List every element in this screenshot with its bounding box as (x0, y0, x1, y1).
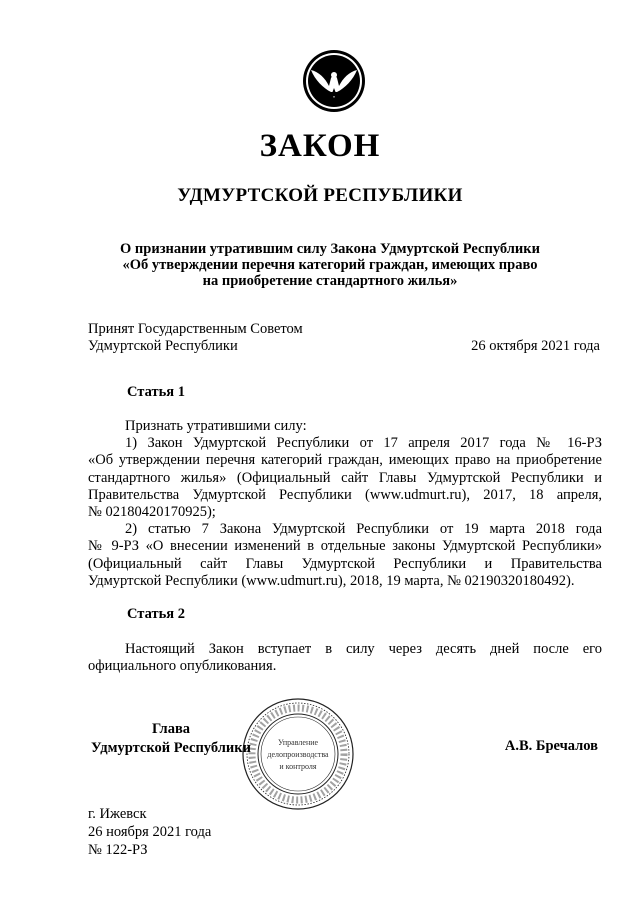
body-line: 1) Закон Удмуртской Республики от 17 апреля 2017 года № 16-РЗ (125, 435, 602, 452)
footer-number: № 122-РЗ (88, 842, 148, 858)
body-line: «Об утверждении перечня категорий граждан, имеющих право на приобретение (88, 452, 602, 469)
adoption-date: 26 октября 2021 года (471, 338, 600, 354)
seal-text: делопроизводства (267, 750, 329, 759)
body-line: Правительства Удмуртской Республики (www.udmurt.ru), 2017, 18 апреля, (88, 486, 602, 503)
law-heading-line: «Об утверждении перечня категорий граждан, имеющих право (122, 257, 538, 273)
adoption-line: Принят Государственным Советом (88, 321, 303, 337)
document-subtitle: УДМУРТСКОЙ РЕСПУБЛИКИ (177, 185, 463, 206)
article-1-title: Статья 1 (127, 384, 185, 400)
official-seal (241, 697, 355, 811)
footer-date: 26 ноября 2021 года (88, 824, 212, 840)
law-heading (110, 241, 550, 289)
adoption-line: Удмуртской Республики (88, 338, 238, 354)
article-1-intro: Признать утратившими силу: (125, 418, 307, 434)
article-1-body (88, 418, 602, 590)
law-heading-line: О признании утратившим силу Закона Удмуртской Республики (120, 241, 540, 257)
body-line: Настоящий Закон вступает в силу через десять дней после его (125, 641, 602, 657)
body-line: стандартного жилья» (Официальный сайт Главы Удмуртской Республики и (88, 469, 602, 486)
article-2-body (88, 641, 602, 675)
seal-text: и контроля (279, 762, 317, 771)
signatory-position-line: Удмуртской Республики (91, 740, 251, 756)
body-line: 2) статью 7 Закона Удмуртской Республики от 19 марта 2018 года (125, 521, 602, 538)
law-heading-line: на приобретение стандартного жилья» (202, 273, 458, 289)
body-line: официального опубликования. (88, 658, 277, 675)
body-line: Удмуртской Республики (www.udmurt.ru), 2018, 19 марта, № 02190320180492). (88, 572, 575, 589)
footer-city: г. Ижевск (88, 806, 147, 822)
adoption-info (88, 321, 303, 355)
signatory-position (86, 720, 256, 758)
signatory-position-line: Глава (151, 721, 191, 737)
body-line: № 02180420170925); (88, 504, 216, 521)
signatory-name: А.В. Бречалов (504, 738, 598, 754)
body-line: (Официальный сайт Главы Удмуртской Республики и Правительства (88, 555, 602, 572)
document-title: ЗАКОН (259, 128, 381, 164)
coat-of-arms-icon (301, 48, 367, 114)
body-line: № 9-РЗ «О внесении изменений в отдельные законы Удмуртской Республики» (88, 538, 602, 555)
document-footer (88, 805, 211, 859)
seal-text: Управление (277, 738, 319, 747)
article-2-title: Статья 2 (127, 606, 185, 622)
